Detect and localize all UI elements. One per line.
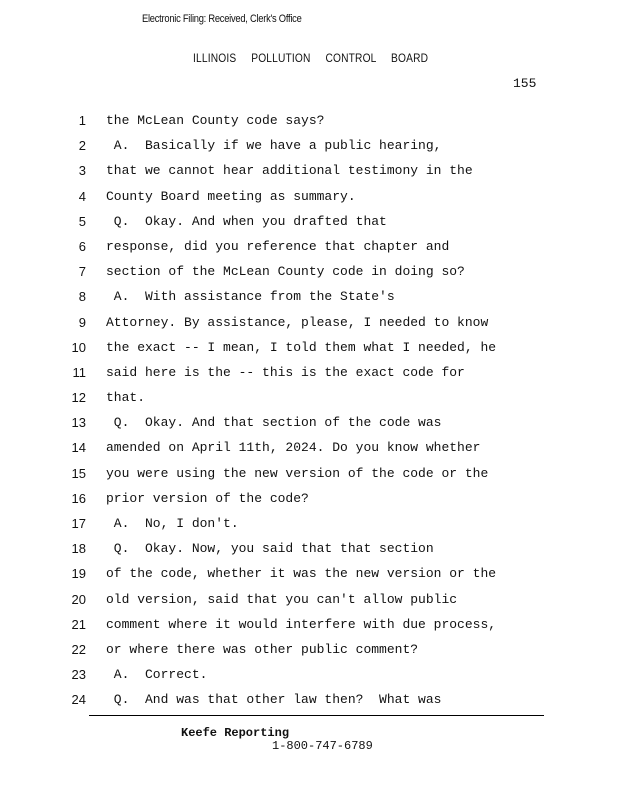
transcript-line — [0, 591, 618, 616]
line-number: 13 — [71, 415, 86, 431]
line-text: said here is the -- this is the exact code for — [106, 364, 465, 380]
line-number: 22 — [71, 641, 86, 657]
line-number: 14 — [71, 440, 86, 456]
line-number: 23 — [71, 667, 86, 683]
transcript-line — [0, 666, 618, 691]
line-text: Q. And was that other law then? What was — [106, 692, 442, 708]
line-number: 11 — [72, 364, 86, 380]
line-text: the exact -- I mean, I told them what I needed, he — [106, 339, 497, 355]
board-title: ILLINOIS POLLUTION CONTROL BOARD — [193, 51, 429, 65]
transcript-line — [0, 364, 618, 389]
transcript-line — [0, 389, 618, 414]
reporting-phone: 1-800-747-6789 — [272, 739, 373, 753]
line-text: Q. Okay. Now, you said that that section — [106, 541, 434, 557]
line-text: old version, said that you can't allow public — [106, 591, 458, 607]
line-number: 1 — [78, 113, 86, 128]
line-text: or where there was other public comment? — [106, 641, 419, 657]
transcript-body — [0, 112, 618, 717]
line-number: 24 — [71, 692, 86, 708]
transcript-line — [0, 414, 618, 439]
line-text: Q. Okay. And that section of the code was — [106, 415, 442, 431]
line-number: 4 — [78, 188, 86, 204]
line-number: 6 — [78, 238, 86, 254]
line-number: 16 — [71, 490, 86, 506]
transcript-line — [0, 565, 618, 590]
line-text: A. With assistance from the State's — [106, 289, 395, 305]
line-number: 8 — [78, 289, 86, 305]
line-number: 21 — [71, 616, 86, 632]
line-text: A. Correct. — [106, 667, 208, 683]
line-text: A. No, I don't. — [106, 516, 239, 531]
line-text: A. Basically if we have a public hearing, — [106, 138, 442, 154]
transcript-line — [0, 263, 618, 288]
line-text: prior version of the code? — [106, 490, 309, 506]
line-number: 12 — [71, 390, 86, 406]
line-number: 5 — [78, 213, 86, 229]
line-number: 9 — [78, 314, 86, 330]
transcript-line — [0, 465, 618, 490]
line-text: section of the McLean County code in doing so? — [106, 264, 465, 280]
line-number: 17 — [71, 516, 86, 531]
page-number: 155 — [513, 76, 537, 91]
electronic-filing-stamp: Electronic Filing: Received, Clerk's Office — [142, 13, 302, 25]
transcript-line — [0, 137, 618, 162]
line-text: that we cannot hear additional testimony in the — [106, 163, 473, 179]
transcript-line — [0, 439, 618, 464]
line-text: you were using the new version of the code or the — [106, 465, 489, 481]
transcript-line — [0, 112, 618, 137]
reporting-company: Keefe Reporting — [181, 726, 290, 740]
line-text: comment where it would interfere with due process, — [106, 616, 497, 632]
transcript-line — [0, 540, 618, 565]
line-number: 20 — [71, 591, 86, 607]
transcript-line — [0, 288, 618, 313]
transcript-line — [0, 691, 618, 716]
line-number: 7 — [78, 264, 86, 280]
transcript-line — [0, 162, 618, 187]
line-text: the McLean County code says? — [106, 113, 325, 128]
transcript-line — [0, 339, 618, 364]
line-text: County Board meeting as summary. — [106, 188, 356, 204]
transcript-line — [0, 616, 618, 641]
transcript-line — [0, 188, 618, 213]
line-number: 15 — [71, 465, 86, 481]
line-text: that. — [106, 390, 146, 406]
line-number: 2 — [78, 138, 86, 154]
footer-divider — [89, 715, 544, 716]
line-number: 19 — [71, 566, 86, 582]
line-number: 3 — [78, 163, 86, 179]
line-number: 10 — [71, 339, 86, 355]
line-text: Attorney. By assistance, please, I needed to know — [106, 314, 489, 330]
transcript-line — [0, 515, 618, 540]
line-text: of the code, whether it was the new version or the — [106, 566, 497, 582]
transcript-line — [0, 314, 618, 339]
transcript-line — [0, 213, 618, 238]
transcript-line — [0, 490, 618, 515]
transcript-line — [0, 238, 618, 263]
line-text: Q. Okay. And when you drafted that — [106, 213, 387, 229]
line-text: amended on April 11th, 2024. Do you know whether — [106, 440, 481, 456]
line-number: 18 — [71, 541, 86, 557]
transcript-line — [0, 641, 618, 666]
line-text: response, did you reference that chapter and — [106, 238, 450, 254]
